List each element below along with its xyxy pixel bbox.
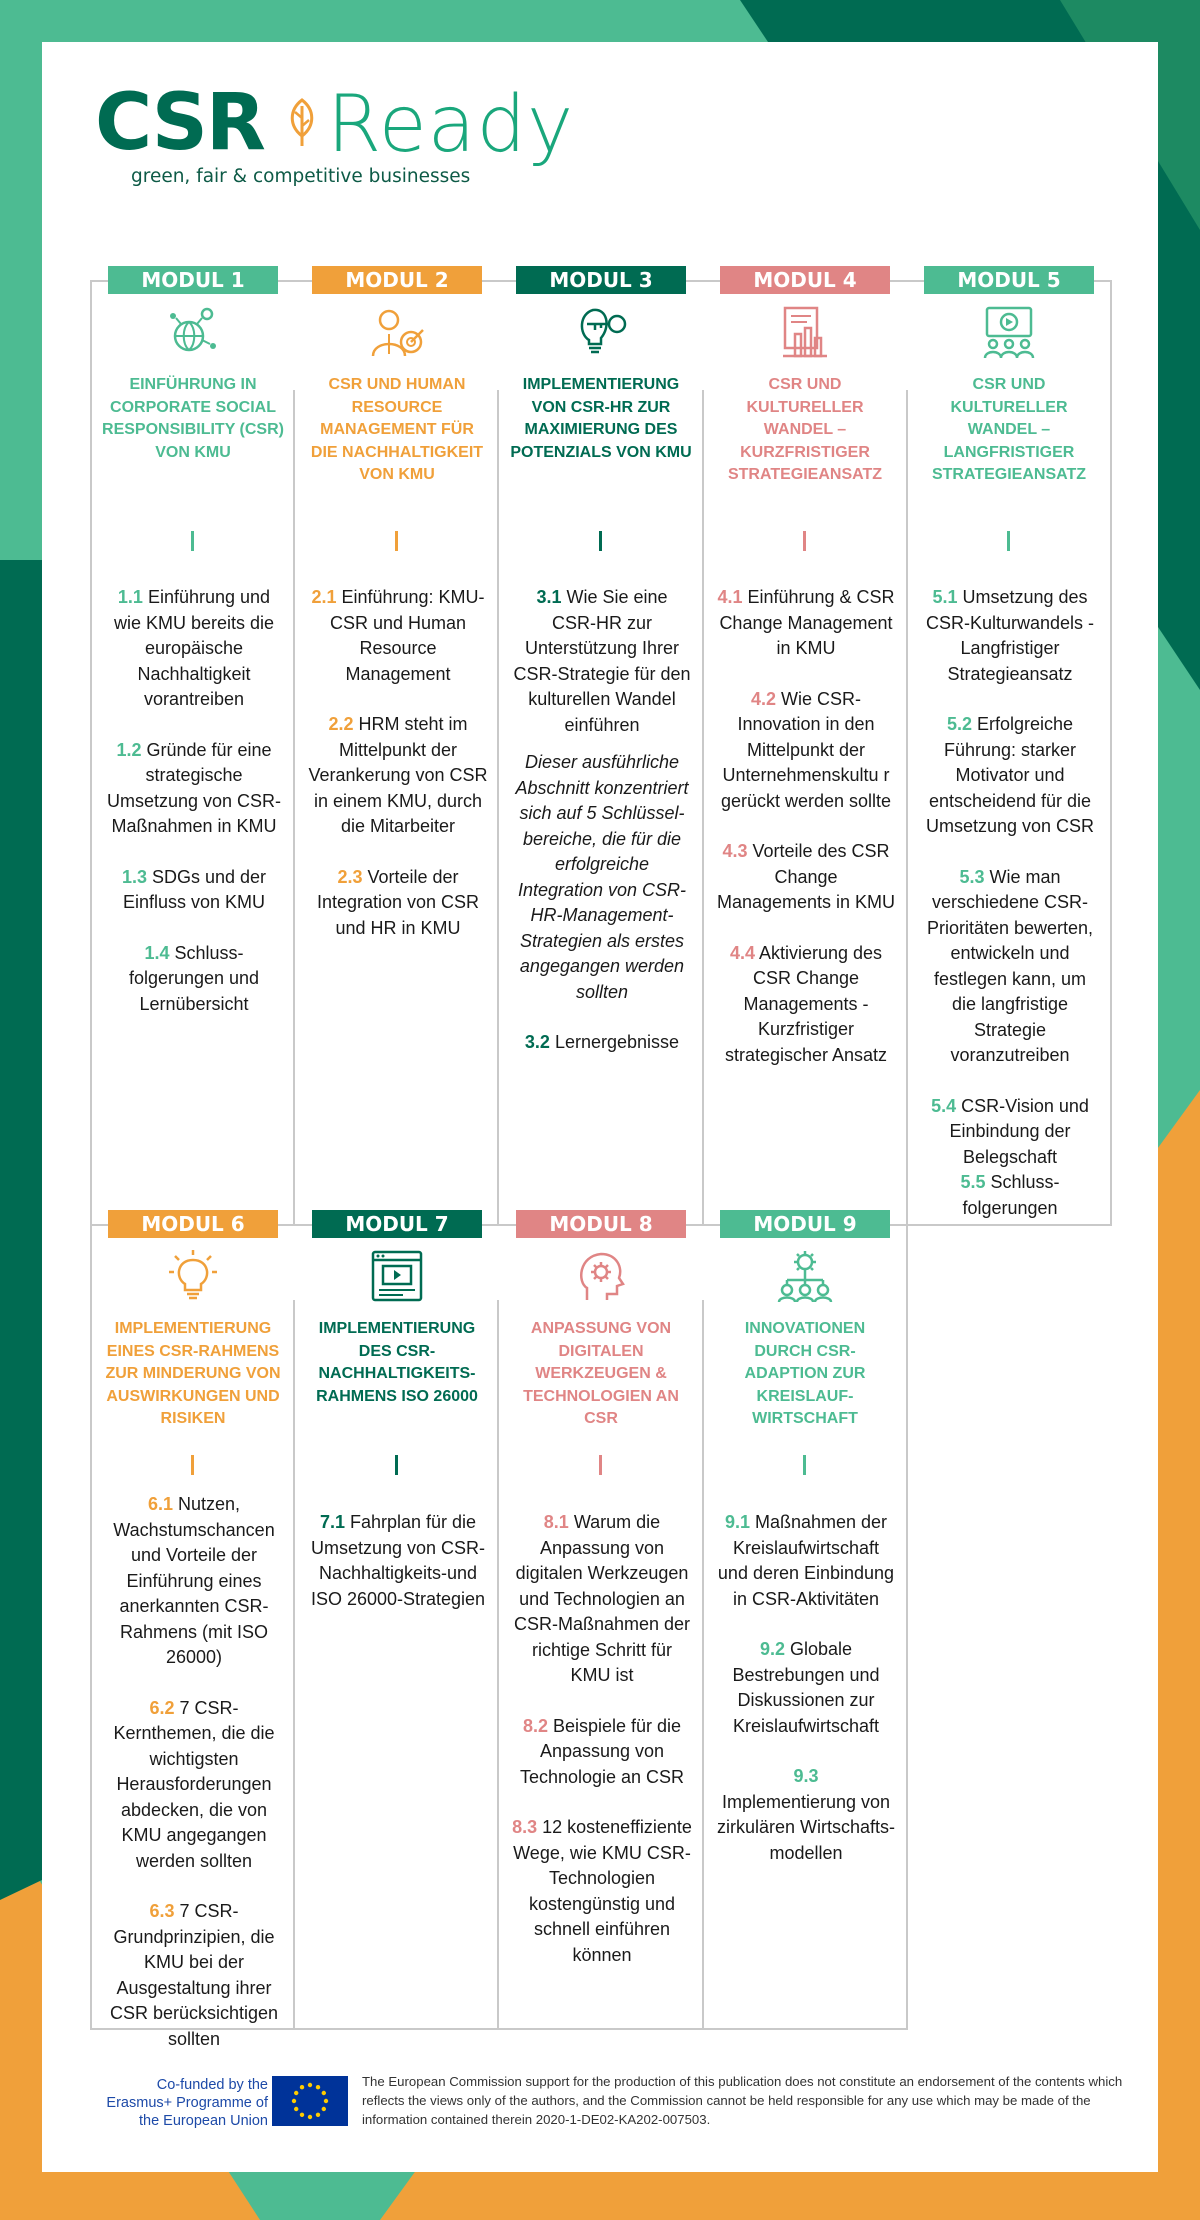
list-item [104,738,284,840]
item-number: 5.1 [932,587,958,607]
list-item [104,585,284,713]
item-number: 6.1 [147,1494,173,1514]
module-3-title: IMPLEMENTIERUNG VON CSR-HR ZUR MAXIMIERUNG DES POTENZIALS VON KMU [510,376,692,461]
module-9-divider-bar [803,1455,806,1475]
module-6 [94,1210,292,2049]
video-browser-icon [369,1248,425,1304]
logo-ready-text: Ready [327,80,575,170]
module-9-label: MODUL 9 [720,1210,890,1238]
head-gear-icon [573,1248,629,1304]
item-number: 9.2 [759,1639,785,1659]
module-5-label: MODUL 5 [924,266,1094,294]
list-item [104,865,284,916]
list-item [512,1714,692,1791]
grid-divider [497,1300,499,2030]
item-number: 5.3 [959,866,985,887]
module-3-items [512,585,692,1081]
gear-network-icon [777,1248,833,1304]
module-2-divider-bar [395,531,398,551]
item-number: 1.3 [121,866,147,887]
item-number: 4.4 [729,942,755,963]
item-number: 4.3 [722,841,748,861]
item-text: Beispiele für die Anpassung von Technologie an CSR [519,1715,685,1787]
list-item [920,712,1100,840]
item-text: Einführung & CSR Change Management in KMU [719,587,895,658]
list-item [512,1030,692,1056]
item-text: Wie Sie eine CSR-HR zur Unterstützung Ihrer CSR-Strategie für den kulturellen Wandel einführen [513,587,691,735]
module-7 [298,1210,496,2030]
item-number: 2.2 [328,714,354,734]
list-item [512,1815,692,1968]
module-6-items [104,1492,284,2077]
list-item [512,1510,692,1689]
module-7-divider-bar [395,1455,398,1475]
item-text: Wie man verschiedene CSR-Prioritäten bewerten, entwickeln und festlegen kann, um die langfristige Strategie voranzutreiben [926,866,1094,1065]
item-text: 12 kosteneffiziente Wege, wie KMU CSR-Technologien kostengünstig und schnell einführen können [513,1817,692,1965]
grid-divider [702,390,704,1226]
module-6-label: MODUL 6 [108,1210,278,1238]
item-number: 4.2 [750,688,776,709]
item-text: Umsetzung des CSR-Kulturwandels - Langfristiger Strategieansatz [925,587,1095,684]
list-item [716,585,896,662]
module-9-items [716,1510,896,1891]
module-8-items [512,1510,692,1993]
module-7-title: IMPLEMENTIERUNG DES CSR-NACHHALTIGKEITS-RAHMENS ISO 26000 [316,1320,478,1405]
item-text: SDGs und der Einfluss von KMU [122,866,267,912]
module-4-items [716,585,896,1093]
module-5-divider-bar [1007,531,1010,551]
module-1-divider-bar [191,531,194,551]
module-8-label: MODUL 8 [516,1210,686,1238]
erasmus-cofunded-text: Co-funded by the Erasmus+ Programme of the European Union [106,2077,268,2129]
item-text: Implementierung von zirkulären Wirtschafts-modellen [716,1791,896,1863]
list-item [512,585,692,738]
list-item [308,712,488,840]
module-6-title: IMPLEMENTIERUNG EINES CSR-RAHMENS ZUR MINDERUNG VON AUSWIRKUNGEN UND RISIKEN [105,1320,281,1428]
item-text: Warum die Anpassung von digitalen Werkzeugen und Technologien an CSR-Maßnahmen der richtige Schritt für KMU ist [513,1512,691,1685]
list-item [716,1637,896,1739]
item-number: 6.2 [149,1697,175,1718]
list-item [716,839,896,916]
module-1-label: MODUL 1 [108,266,278,294]
video-team-icon [981,304,1037,360]
eu-disclaimer-text: The European Commission support for the production of this publication does not constitute an endorsement of the contents which reflects the views only of the authors, and the Commission cannot be held responsible for any use which may be made of the information contained therein 2020-1-DE02-KA202-007503. [362,2074,1123,2127]
module-5-title: CSR UND KULTURELLER WANDEL – LANGFRISTIGER STRATEGIEANSATZ [931,376,1087,484]
item-number: 1.4 [144,942,170,963]
item-text: HRM steht im Mittelpunkt der Verankerung von CSR in einem KMU, durch die Mitarbeiter [308,714,488,836]
list-item [104,1492,284,1671]
module-3-divider-bar [599,531,602,551]
list-item [920,585,1100,687]
item-number: 6.3 [149,1901,175,1921]
item-number: 9.3 [793,1766,819,1786]
item-text: Wie CSR-Innovation in den Mittelpunkt der Unternehmenskultu r gerückt werden sollte [720,688,892,811]
list-item-note [512,750,692,1005]
module-3-label: MODUL 3 [516,266,686,294]
item-number: 8.1 [543,1512,569,1532]
item-text: Maßnahmen der Kreislaufwirtschaft und deren Einbindung in CSR-Aktivitäten [717,1512,895,1609]
module-4-label: MODUL 4 [720,266,890,294]
list-item [920,1094,1100,1171]
item-number: 5.2 [946,714,972,734]
module-2-items [308,585,488,966]
item-text: Dieser ausführliche Abschnitt konzentriert sich auf 5 Schlüssel-bereiche, die für die erfolgreiche Integration von CSR-HR-Management-Strategien als erstes angegangen werden sollten [515,752,689,1002]
item-text: Vorteile des CSR Change Managements in KMU [716,841,896,912]
module-2 [298,266,496,1226]
lightbulb-icon [165,1248,221,1304]
module-9-title: INNOVATIONEN DURCH CSR-ADAPTION ZUR KREISLAUF-WIRTSCHAFT [744,1320,866,1428]
module-8 [502,1210,700,2030]
module-4-divider-bar [803,531,806,551]
module-1 [94,266,292,1226]
item-number: 2.1 [311,587,337,607]
item-number: 8.2 [522,1715,548,1736]
leaf-icon [285,96,319,148]
item-number: 9.1 [724,1512,750,1532]
list-item [716,1764,896,1866]
item-number: 2.3 [337,866,363,887]
module-9 [706,1210,904,2030]
module-2-title: CSR UND HUMAN RESOURCE MANAGEMENT FÜR DIE NACHHALTIGKEIT VON KMU [310,376,484,484]
module-4-title: CSR UND KULTURELLER WANDEL – KURZFRISTIGER STRATEGIEANSATZ [727,376,883,484]
module-8-divider-bar [599,1455,602,1475]
module-8-title: ANPASSUNG VON DIGITALEN WERKZEUGEN & TECHNOLOGIEN AN CSR [523,1320,679,1428]
list-item [308,865,488,942]
list-item [920,865,1100,1069]
item-text: Einführung und wie KMU bereits die europäische Nachhaltigkeit vorantreiben [113,587,275,709]
item-text: Vorteile der Integration von CSR und HR in KMU [316,866,480,938]
item-number: 7.1 [319,1512,345,1532]
module-7-items [308,1510,488,1637]
logo-csr-text: CSR [95,78,264,168]
item-number: 1.1 [117,587,143,607]
item-text: Fahrplan für die Umsetzung von CSR-Nachhaltigkeits-und ISO 26000-Strategien [310,1512,486,1609]
item-number: 8.3 [512,1817,538,1837]
item-text: Schluss-folgerungen und Lernübersicht [128,942,260,1014]
item-number: 5.5 [960,1172,986,1192]
list-item [716,687,896,815]
module-3 [502,266,700,1226]
item-text: 7 CSR-Grundprinzipien, die KMU bei der Ausgestaltung ihrer CSR berücksichtigen sollten [109,1901,279,2049]
grid-divider [293,390,295,1226]
logo-tagline: green, fair & competitive businesses [131,166,471,187]
item-number: 5.4 [931,1095,957,1116]
list-item [104,1696,284,1875]
module-2-label: MODUL 2 [312,266,482,294]
list-item [104,1899,284,2052]
item-text: Globale Bestrebungen und Diskussionen zur Kreislaufwirtschaft [732,1639,880,1736]
eu-flag-icon [272,2076,348,2126]
businessman-target-icon [369,304,425,360]
grid-divider [497,390,499,1226]
item-number: 1.2 [116,739,142,760]
module-6-divider-bar [191,1455,194,1475]
item-number: 4.1 [717,587,743,607]
module-1-title: EINFÜHRUNG IN CORPORATE SOCIAL RESPONSIBILITY (CSR) VON KMU [102,376,284,461]
globe-network-icon [165,304,221,360]
list-item [716,1510,896,1612]
module-7-label: MODUL 7 [312,1210,482,1238]
module-1-items [104,585,284,1042]
bulb-key-icon [573,304,629,360]
list-item [308,1510,488,1612]
item-number: 3.1 [536,587,562,607]
list-item [104,941,284,1018]
grid-divider [702,1300,704,2030]
module-4 [706,266,904,1226]
item-text: Erfolgreiche Führung: starker Motivator und entscheidend für die Umsetzung von CSR [925,714,1095,836]
item-text: Lernergebnisse [554,1032,680,1052]
item-text: Einführung: KMU-CSR und Human Resource Management [329,587,485,684]
grid-divider [293,1300,295,2030]
item-text: Nutzen, Wachstumschancen und Vorteile der Einführung eines anerkannten CSR-Rahmens (mit ISO 26000) [113,1494,275,1667]
report-chart-icon [777,304,833,360]
item-text: Gründe für eine strategische Umsetzung von CSR-Maßnahmen in KMU [106,739,282,836]
item-text: 7 CSR-Kernthemen, die die wichtigsten Herausforderungen abdecken, die von KMU angegangen werden sollten [113,1697,275,1871]
grid-divider [906,390,908,1226]
list-item [920,1170,1100,1221]
list-item [716,941,896,1069]
item-text: Schluss-folgerungen [962,1172,1060,1218]
module-5 [910,266,1108,1226]
item-text: Aktivierung des CSR Change Managements - Kurzfristiger strategischer Ansatz [724,942,888,1065]
item-number: 3.2 [524,1032,550,1052]
module-5-items [920,585,1100,1246]
item-text: CSR-Vision und Einbindung der Belegschaft [949,1095,1089,1167]
list-item [308,585,488,687]
